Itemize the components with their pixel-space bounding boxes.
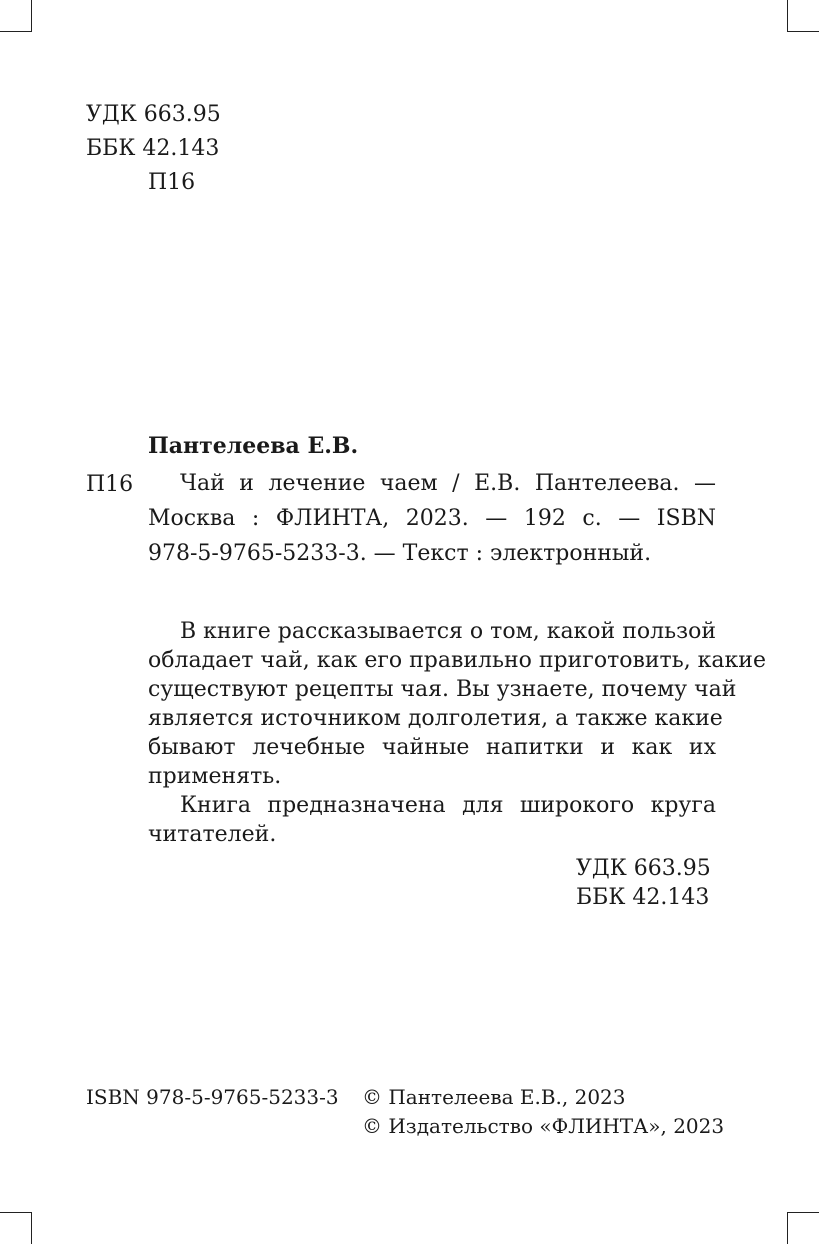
imprint-copyright-publisher: © Издательство «ФЛИНТА», 2023 [362, 1114, 725, 1138]
annotation-p2-line-2: читателей. [148, 822, 277, 847]
annotation-p1-line-5: бывают лечебные чайные напитки и как их [148, 735, 716, 760]
footer-bbk-code: ББК 42.143 [576, 885, 710, 910]
record-description-line-1: Чай и лечение чаем / Е.В. Пантелеева. — [180, 471, 716, 496]
header-bbk-code: ББК 42.143 [86, 136, 220, 161]
annotation-p1-line-1: В книге рассказывается о том, какой пользой [180, 619, 716, 644]
record-author-mark: П16 [86, 472, 134, 497]
footer-udk-code: УДК 663.95 [576, 856, 711, 881]
annotation-p1-line-2: обладает чай, как его правильно приготовить, какие [148, 648, 766, 673]
header-author-mark: П16 [148, 170, 196, 195]
annotation-p2-line-1: Книга предназначена для широкого круга [180, 793, 716, 818]
imprint-copyright-author: © Пантелеева Е.В., 2023 [362, 1085, 626, 1109]
record-description [148, 466, 716, 571]
record-author: Пантелеева Е.В. [148, 433, 359, 459]
record-description-line-3: 978-5-9765-5233-3. — Текст : электронный. [148, 541, 652, 566]
record-description-line-2: Москва : ФЛИНТА, 2023. — 192 с. — ISBN [148, 506, 716, 531]
annotation [148, 617, 766, 849]
imprint-isbn: ISBN 978-5-9765-5233-3 [86, 1085, 339, 1109]
annotation-p1-line-6: применять. [148, 764, 282, 789]
header-udk-code: УДК 663.95 [86, 102, 221, 127]
annotation-p1-line-4: является источником долголетия, а также какие [148, 706, 723, 731]
annotation-p1-line-3: существуют рецепты чая. Вы узнаете, почему чай [148, 677, 737, 702]
